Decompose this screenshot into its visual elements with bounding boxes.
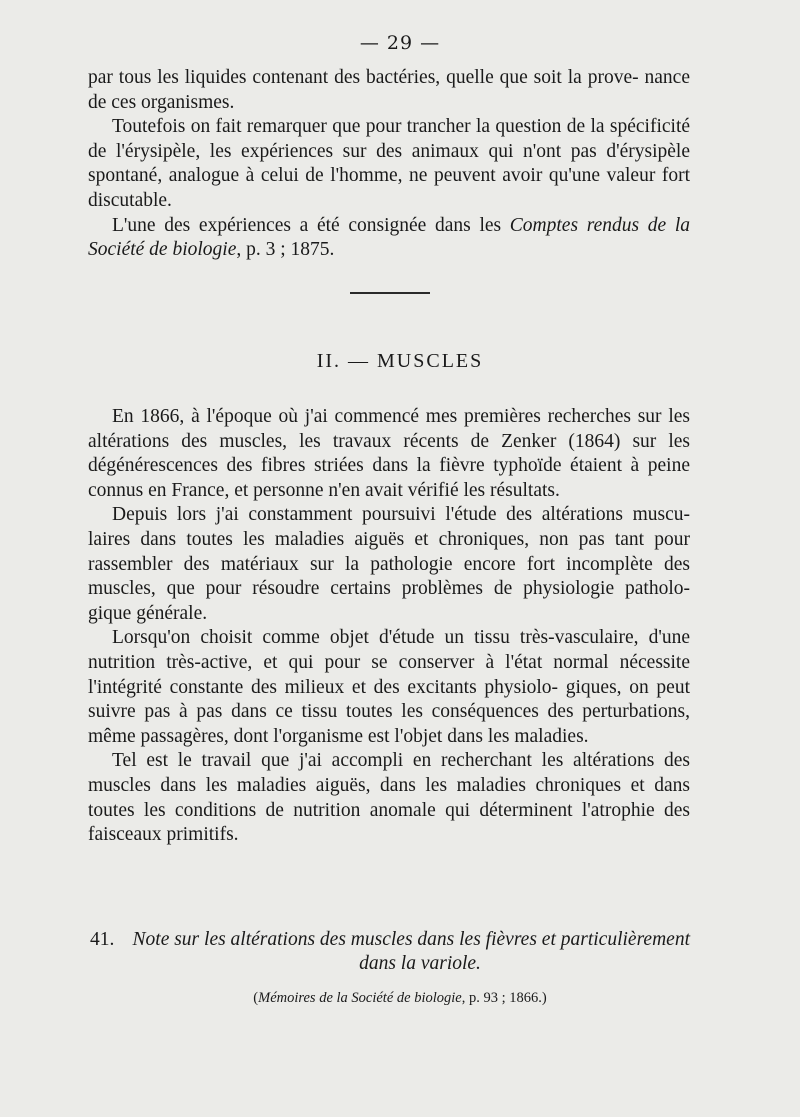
entry-title-line: [90, 928, 690, 952]
text-line: spécificité de l'érysipèle, les expériences sur des animaux qui n'ont pas: [88, 116, 691, 162]
entry-title-continuation: dans la variole.: [359, 953, 481, 974]
page-number: — 29 —: [359, 32, 441, 54]
citation: [0, 990, 800, 1007]
text-line: d'érysipèle spontané, analogue à celui de l'homme, ne peuvent avoir: [88, 140, 690, 187]
text-line: des faisceaux primitifs.: [88, 799, 690, 846]
text-line: L'une des expériences a été consignée dans les: [112, 214, 510, 236]
text-line: Lorsqu'on choisit comme objet d'étude un tissu très-vasculaire,: [112, 627, 639, 649]
text-line: les altérations des muscles, les travaux récents de Zenker (1864) sur les: [88, 406, 691, 452]
journal-title: Société de biologie: [88, 239, 237, 261]
text-line: gique générale.: [88, 602, 208, 624]
text-line: dégénérescences des fibres striées dans la fièvre typhoïde étaient à: [88, 455, 640, 477]
text-line: Depuis lors j'ai constamment poursuivi l'étude des altérations muscu-: [112, 504, 690, 526]
entry-number: 41.: [90, 929, 115, 950]
intro-paragraph-1: [88, 66, 690, 115]
citation-open: (: [253, 990, 259, 1006]
text-line: peine connus en France, et personne n'en avait vérifié les résultats.: [88, 455, 691, 501]
entry-title: Note sur les altérations des muscles dans les fièvres et particulièrement: [132, 929, 690, 950]
intro-text: [88, 66, 690, 263]
journal-title: Comptes rendus de la: [509, 214, 690, 236]
text-line: toutes les conditions de nutrition anomale qui déterminent l'atrophie: [88, 799, 655, 821]
text-line: giques, on peut suivre pas à pas dans ce tissu toutes les conséquences: [88, 676, 691, 723]
text-line: Toutefois on fait remarquer que pour trancher la question de la: [112, 116, 605, 138]
intro-paragraph-2: [88, 115, 690, 213]
citation-details: , p. 93 ; 1866.): [461, 990, 547, 1006]
text-line: rassembler des matériaux sur la pathologie encore fort incomplète des: [88, 553, 690, 575]
text-line: muscles dans les maladies aiguës, dans les maladies chroniques et dans: [88, 774, 690, 796]
text-line: nécessite l'intégrité constante des milieux et des excitants physiolo-: [88, 651, 690, 698]
citation-source: Mémoires de la Société de biologie: [258, 990, 462, 1006]
text-line: les maladies.: [487, 725, 589, 747]
section-paragraph-3: [88, 626, 690, 749]
text-line: muscles, que pour résoudre certains problèmes de physiologie patholo-: [88, 578, 690, 600]
text-line: des perturbations, même passagères, dont l'organisme est l'objet dans: [88, 701, 691, 747]
text-line: d'une nutrition très-active, et qui pour se conserver à l'état normal: [88, 627, 690, 673]
text-line: Tel est le travail que j'ai accompli en recherchant les altérations des: [112, 750, 690, 772]
section-text: [88, 405, 690, 848]
intro-paragraph-3: [88, 214, 690, 263]
bibliography-entry: [90, 928, 690, 976]
text-line: , p. 3 ; 1875.: [236, 239, 335, 261]
text-line: nance de ces organismes.: [88, 67, 690, 113]
text-line: laires dans toutes les maladies aiguës et chroniques, non pas tant pour: [88, 528, 690, 550]
section-title: II. — MUSCLES: [316, 350, 484, 372]
text-line: qu'une valeur fort discutable.: [88, 165, 691, 211]
section-paragraph-2: [88, 503, 690, 626]
section-paragraph-1: [88, 405, 690, 503]
text-line: En 1866, à l'époque où j'ai commencé mes premières recherches sur: [112, 406, 662, 427]
text-line: par tous les liquides contenant des bactéries, quelle que soit la prove-: [88, 67, 639, 88]
section-paragraph-4: [88, 749, 690, 847]
section-divider: [350, 292, 430, 294]
